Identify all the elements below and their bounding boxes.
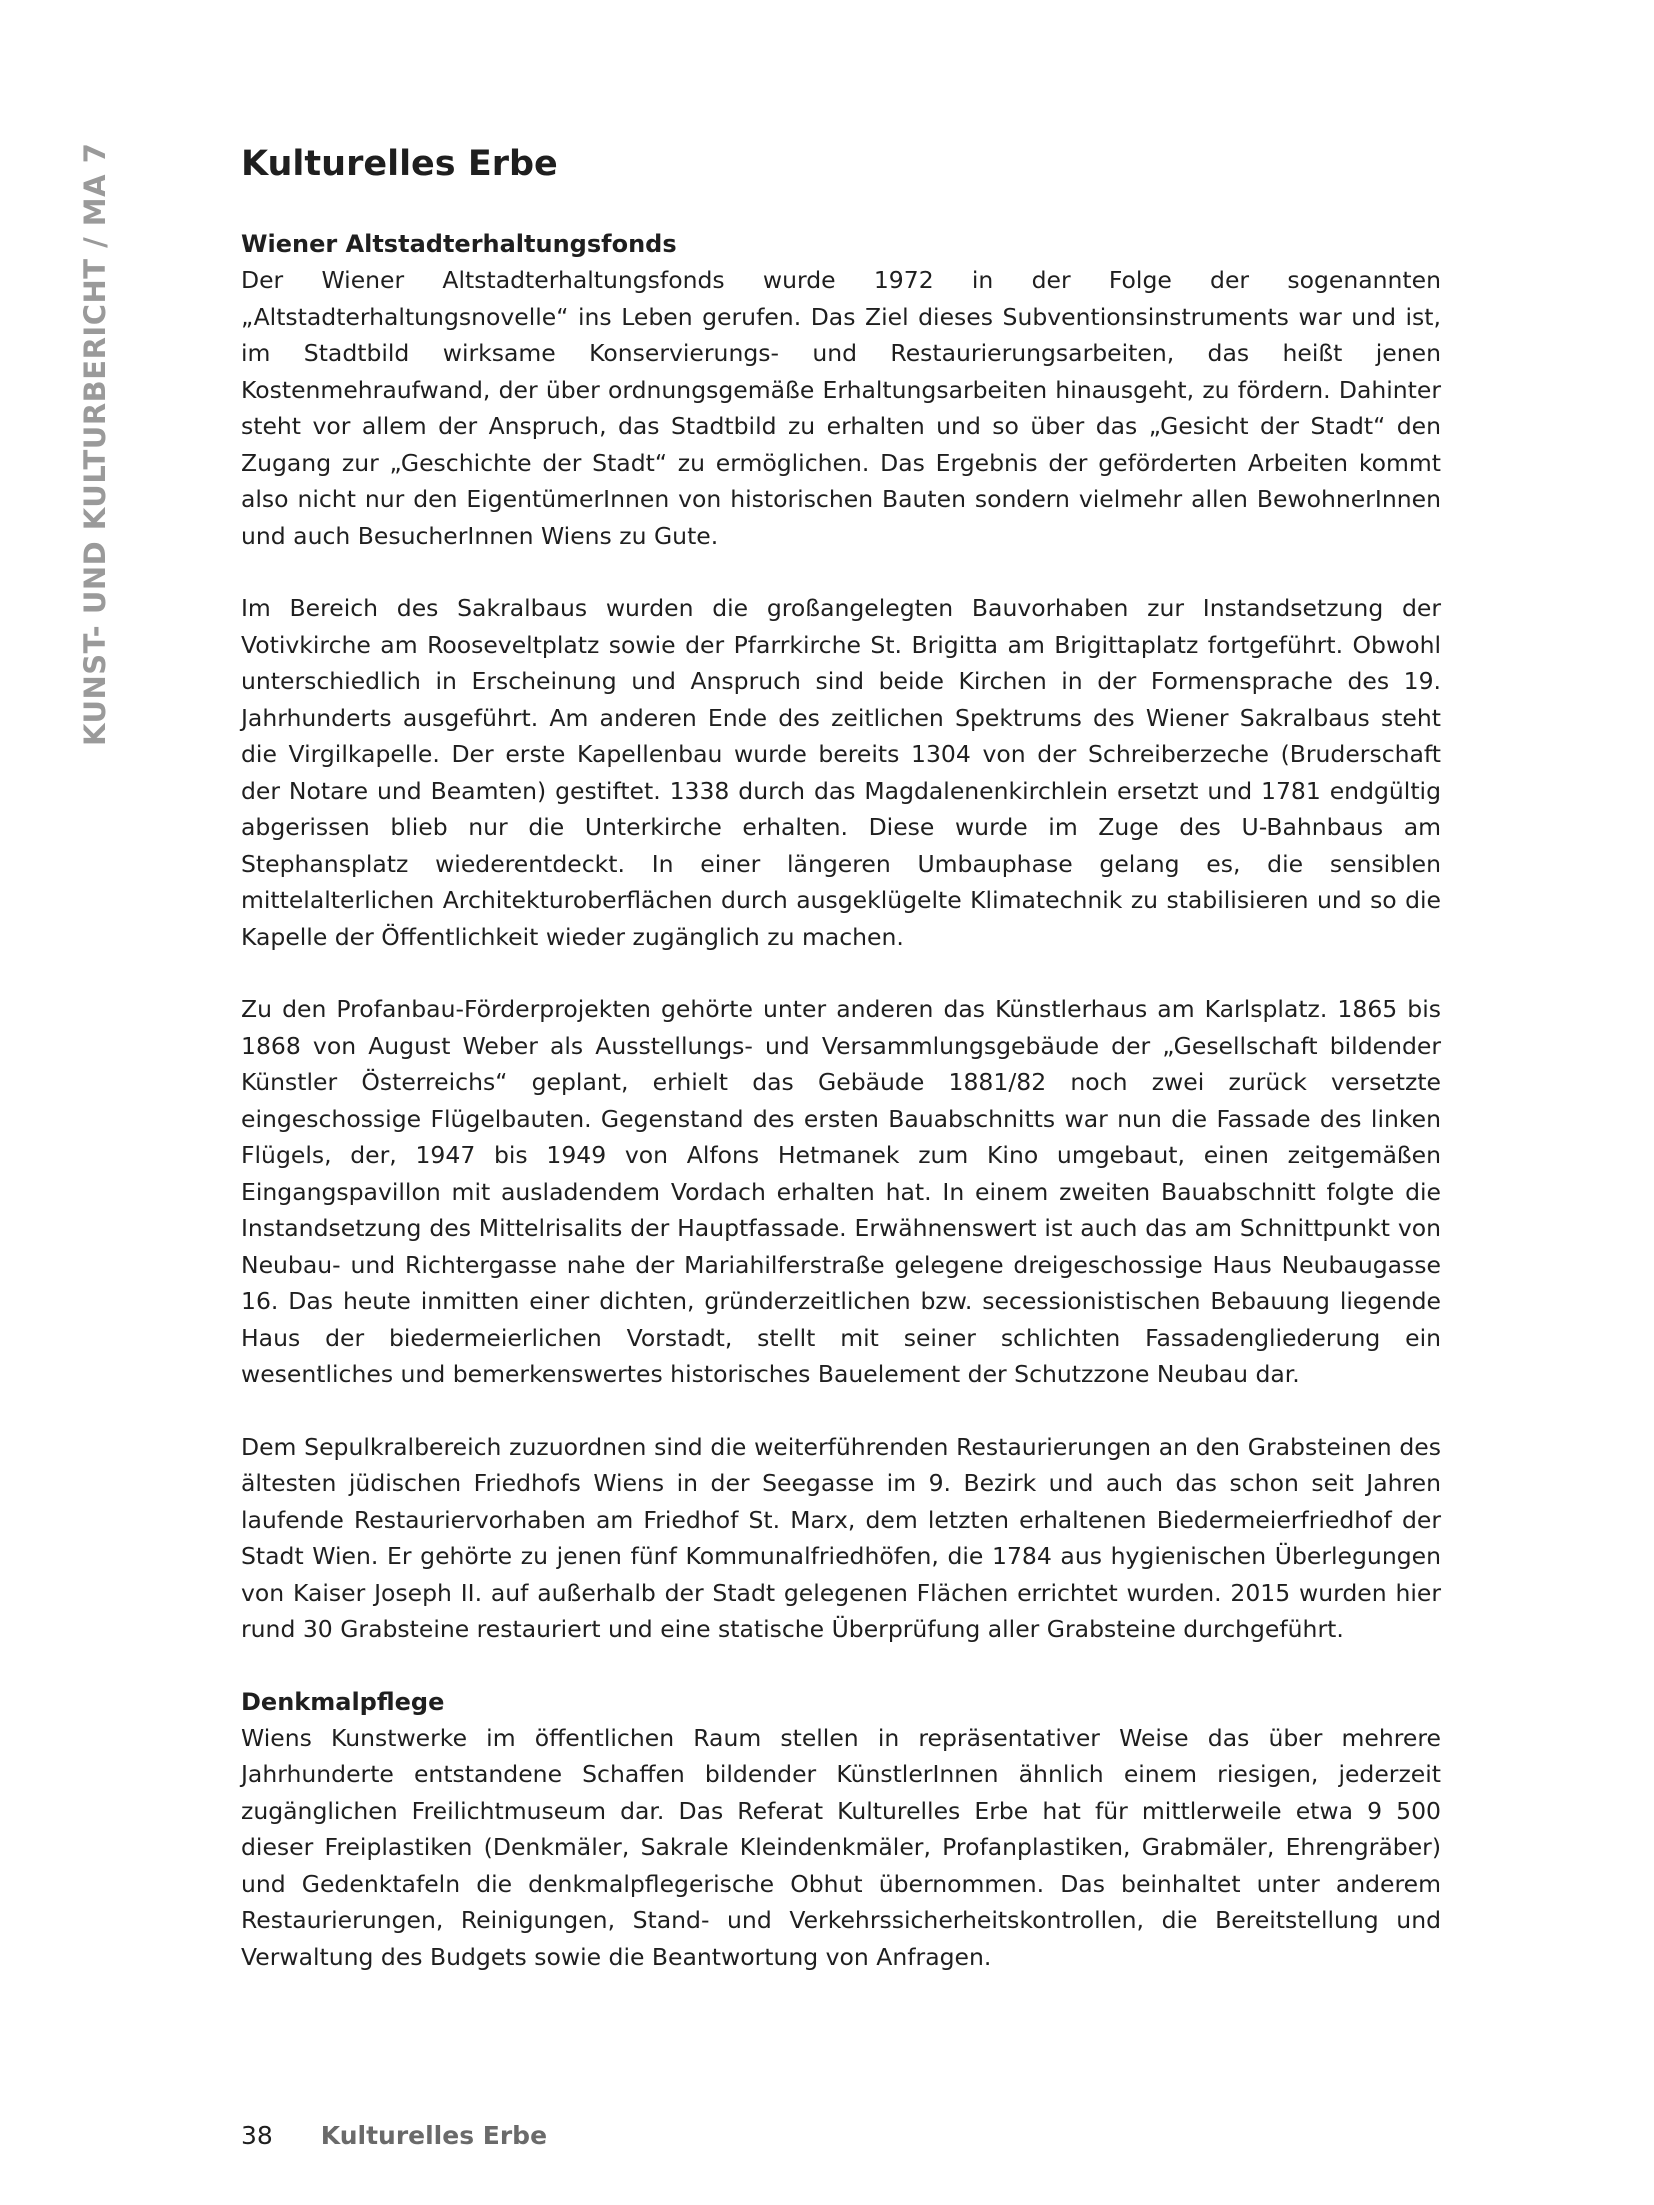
page-content: [241, 138, 1441, 1975]
paragraph: Dem Sepulkralbereich zuzuordnen sind die weiterführenden Restaurierungen an den Grabsteinen des ältesten jüdischen Friedhofs Wiens in der Seegasse im 9. Bezirk und auch das schon seit Jahren laufende Restauriervorhaben am Friedhof St. Marx, dem letzten erhaltenen Biedermeierfriedhof der Stadt Wien. Er gehörte zu jenen fünf Kommunalfriedhöfen, die 1784 aus hygienischen Überlegungen von Kaiser Joseph II. auf außerhalb der Stadt gelegenen Flächen errichtet wurden. 2015 wurden hier rund 30 Grabsteine restauriert und eine statische Überprüfung aller Grabsteine durchgeführt.: [241, 1432, 1441, 1643]
paragraph: Zu den Profanbau-Förderprojekten gehörte unter anderen das Künstlerhaus am Karlsplatz. 1865 bis 1868 von August Weber als Ausstellungs- und Versammlungsgebäude der „Gesellschaft bildender Künstler Österreichs“ geplant, erhielt das Gebäude 1881/82 noch zwei zurück versetzte eingeschossige Flügelbauten. Gegenstand des ersten Bauabschnitts war nun die Fassade des linken Flügels, der, 1947 bis 1949 von Alfons Hetmanek zum Kino umgebaut, einen zeitgemäßen Eingangspavillon mit ausladendem Vordach erhalten hat. In einem zweiten Bauabschnitt folgte die Instandsetzung des Mittelrisalits der Hauptfassade. Erwähnenswert ist auch das am Schnittpunkt von Neubau- und Richtergasse nahe der Mariahilferstraße gelegene dreigeschossige Haus Neubaugasse 16. Das heute inmitten einer dichten, gründerzeitlichen bzw. secessionistischen Bebauung liegende Haus der biedermeierlichen Vorstadt, stellt mit seiner schlichten Fassadengliederung ein wesentliches und bemerkenswertes historisches Bauelement der Schutzzone Neubau dar.: [241, 995, 1441, 1388]
section-heading: Denkmalpflege: [241, 1687, 445, 1716]
paragraph: Der Wiener Altstadterhaltungsfonds wurde 1972 in der Folge der sogenannten „Altstadterhaltungsnovelle“ ins Leben gerufen. Das Ziel dieses Subventionsinstruments war und ist, im Stadtbild wirksame Konservierungs- und Restaurierungsarbeiten, das heißt jenen Kostenmehraufwand, der über ordnungsgemäße Erhaltungsarbeiten hinausgeht, zu fördern. Dahinter steht vor allem der Anspruch, das Stadtbild zu erhalten und so über das „Gesicht der Stadt“ den Zugang zur „Geschichte der Stadt“ zu ermöglichen. Das Ergebnis der geförderten Arbeiten kommt also nicht nur den EigentümerInnen von historischen Bauten sondern vielmehr allen BewohnerInnen und auch BesucherInnen Wiens zu Gute.: [241, 266, 1441, 550]
section-heading: Wiener Altstadterhaltungsfonds: [241, 230, 677, 258]
page-title: Kulturelles Erbe: [241, 144, 558, 184]
page-number: 38: [241, 2121, 273, 2150]
side-label: KUNST- UND KULTURBERICHT / MA 7: [78, 142, 112, 746]
section-wiener-altstadterhaltungsfonds: [241, 226, 1441, 1648]
paragraph: Im Bereich des Sakralbaus wurden die großangelegten Bauvorhaben zur Instandsetzung der Votivkirche am Rooseveltplatz sowie der Pfarrkirche St. Brigitta am Brigittaplatz fortgeführt. Obwohl unterschiedlich in Erscheinung und Anspruch sind beide Kirchen in der Formensprache des 19. Jahrhunderts ausgeführt. Am anderen Ende des zeitlichen Spektrums des Wiener Sakralbaus steht die Virgilkapelle. Der erste Kapellenbau wurde bereits 1304 von der Schreiberzeche (Bruderschaft der Notare und Beamten) gestiftet. 1338 durch das Magdalenenkirchlein ersetzt und 1781 endgültig abgerissen blieb nur die Unterkirche erhalten. Diese wurde im Zuge des U-Bahnbaus am Stephansplatz wiederentdeckt. In einer längeren Umbauphase gelang es, die sensiblen mittelalterlichen Architekturoberflächen durch ausgeklügelte Klimatechnik zu stabilisieren und so die Kapelle der Öffentlichkeit wieder zugänglich zu machen.: [241, 594, 1441, 951]
page-footer: [241, 2118, 547, 2154]
section-denkmalpflege: [241, 1684, 1441, 1976]
paragraph: Wiens Kunstwerke im öffentlichen Raum stellen in repräsentativer Weise das über mehrere Jahrhunderte entstandene Schaffen bildender KünstlerInnen ähnlich einem riesigen, jederzeit zugänglichen Freilichtmuseum dar. Das Referat Kulturelles Erbe hat für mittlerweile etwa 9 500 dieser Freiplastiken (Denkmäler, Sakrale Kleindenkmäler, Profanplastiken, Grabmäler, Ehrengräber) und Gedenktafeln die denkmalpflegerische Obhut übernommen. Das beinhaltet unter anderem Restaurierungen, Reinigungen, Stand- und Verkehrssicherheitskontrollen, die Bereitstellung und Verwaltung des Budgets sowie die Beantwortung von Anfragen.: [241, 1723, 1441, 1971]
footer-title: Kulturelles Erbe: [320, 2121, 548, 2150]
